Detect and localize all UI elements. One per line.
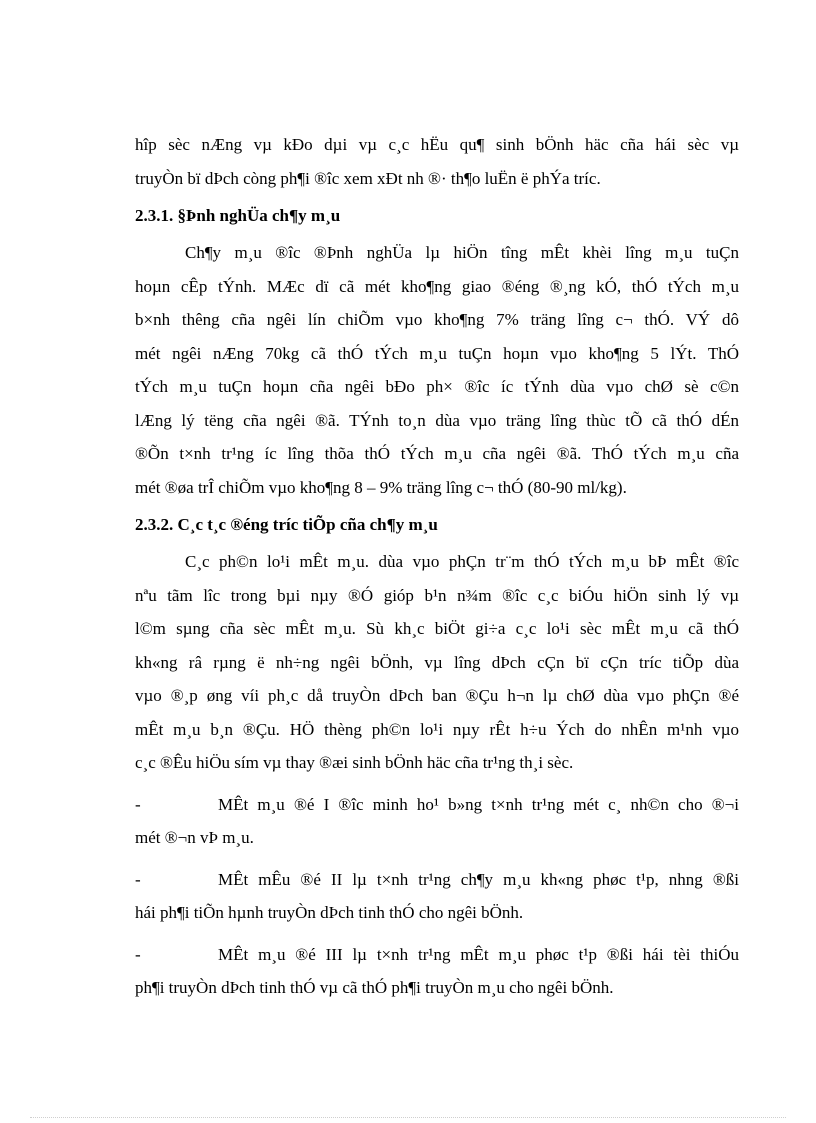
text-line: Ch¶y m¸u ®îc ®Þnh nghÜa lµ hiÖn tîng mÊt khèi lîng m¸u tuÇn — [185, 243, 739, 262]
text-line: hoµn cÊp tÝnh. MÆc dï cã mét kho¶ng giao ®éng ®¸ng kÓ, thÓ tÝch m¸u — [135, 276, 739, 296]
text-line: MÊt mÊu ®é II lµ t×nh tr¹ng ch¶y m¸u kh«ng phøc t¹p, nhng ®ßi — [218, 869, 739, 889]
text-line: tÝch m¸u tuÇn hoµn cña ngêi bÐo ph× ®îc íc tÝnh dùa vµo chØ sè c©n — [135, 377, 739, 396]
text-line: truyÒn bï dÞch còng ph¶i ®îc xem xÐt nh ®· th¶o luËn ë phÝa tríc. — [135, 168, 601, 188]
page-bottom-border — [30, 1117, 786, 1118]
definition-paragraph — [135, 236, 739, 504]
effects-paragraph — [135, 545, 739, 780]
text-line: vµo ®¸p øng víi ph¸c då truyÒn dÞch ban ®Çu h¬n lµ chØ dùa vµo phÇn ®é — [135, 686, 739, 705]
text-line: mét ®øa trÎ chiÕm vµo kho¶ng 8 – 9% träng lîng c¬ thÓ (80-90 ml/kg). — [135, 477, 627, 497]
text-line: kh«ng râ rµng ë nh÷ng ngêi bÖnh, vµ lîng dÞch cÇn bï cÇn tríc tiÕp dùa — [135, 652, 739, 672]
section-heading-effects: 2.3.2. C¸c t¸c ®éng tríc tiÕp cña ch¶y m¸u — [135, 515, 438, 534]
bullet-item-grade-1: - MÊt m¸u ®é I ®îc minh ho¹ b»ng t×nh tr¹ng mét c¸ nh©n cho ®¬i mét ®¬n vÞ m¸u. — [135, 788, 739, 855]
text-line: mÊt m¸u b¸n ®Çu. HÖ thèng ph©n lo¹i nµy rÊt h÷u Ých do nhÊn m¹nh vµo — [135, 719, 739, 739]
text-line: lÆng lý tëng cña ngêi ®ã. TÝnh to¸n dùa vµo träng lîng thùc tÕ cã thÓ dÉn — [135, 410, 739, 430]
bullet-item-grade-2: - MÊt mÊu ®é II lµ t×nh tr¹ng ch¶y m¸u kh«ng phøc t¹p, nhng ®ßi hái ph¶i tiÕn hµnh truyÒn dÞch tinh thÓ cho ngêi bÖnh. — [135, 863, 739, 930]
text-line: mét ngêi nÆng 70kg cã thÓ tÝch m¸u tuÇn hoµn vµo kho¶ng 5 lÝt. ThÓ — [135, 343, 739, 363]
text-line: hái ph¶i tiÕn hµnh truyÒn dÞch tinh thÓ cho ngêi bÖnh. — [135, 903, 524, 922]
bullet-item-grade-3: - MÊt m¸u ®é III lµ t×nh tr¹ng mÊt m¸u phøc t¹p ®ßi hái tèi thiÓu ph¶i truyÒn dÞch tinh thÓ vµ cã thÓ ph¶i truyÒn m¸u cho ngêi bÖnh. — [135, 938, 739, 1005]
text-line: ®Õn t×nh tr¹ng íc lîng thõa thÓ tÝch m¸u cña ngêi ®ã. ThÓ tÝch m¸u cña — [135, 444, 739, 463]
text-line: hîp sèc nÆng vµ kÐo dµi vµ c¸c hËu qu¶ sinh bÖnh häc cña hái sèc vµ — [135, 135, 739, 154]
text-line: c¸c ®Êu hiÖu sím vµ thay ®æi sinh bÖnh häc cña tr¹ng th¸i sèc. — [135, 753, 574, 772]
section-heading-definition: 2.3.1. §Þnh nghÜa ch¶y m¸u — [135, 206, 341, 225]
page-content — [135, 128, 739, 1005]
text-line: ph¶i truyÒn dÞch tinh thÓ vµ cã thÓ ph¶i truyÒn m¸u cho ngêi bÖnh. — [135, 978, 614, 997]
text-line: b×nh thêng cña ngêi lín chiÕm vµo kho¶ng 7% träng lîng c¬ thÓ. VÝ dô — [135, 310, 739, 329]
text-line: MÊt m¸u ®é III lµ t×nh tr¹ng mÊt m¸u phøc t¹p ®ßi hái tèi thiÓu — [218, 944, 739, 964]
intro-paragraph — [135, 128, 739, 195]
text-line: mét ®¬n vÞ m¸u. — [135, 828, 254, 847]
text-line: MÊt m¸u ®é I ®îc minh ho¹ b»ng t×nh tr¹ng mét c¸ nh©n cho ®¬i — [218, 794, 739, 814]
text-line: C¸c ph©n lo¹i mÊt m¸u. dùa vµo phÇn tr¨m thÓ tÝch m¸u bÞ mÊt ®îc — [185, 552, 739, 571]
text-line: nªu tãm lîc trong bµi nµy ®Ó gióp b¹n n¾m ®îc c¸c biÓu hiÖn sinh lý vµ — [135, 585, 739, 605]
text-line: l©m sµng cña sèc mÊt m¸u. Sù kh¸c biÖt gi÷a c¸c lo¹i sèc mÊt m¸u cã thÓ — [135, 619, 739, 638]
